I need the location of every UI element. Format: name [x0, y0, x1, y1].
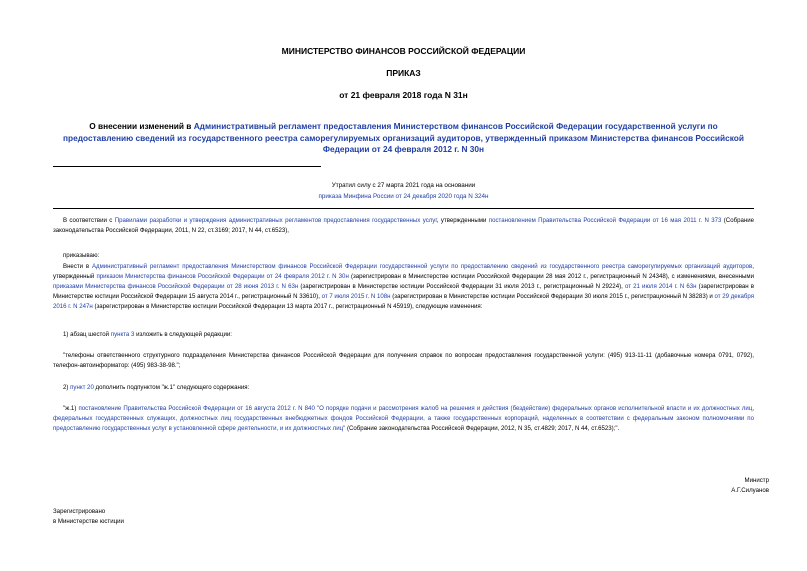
preamble-text: , утвержденными	[436, 217, 489, 224]
ministry-heading: МИНИСТЕРСТВО ФИНАНСОВ РОССИЙСКОЙ ФЕДЕРАЦИИ	[281, 46, 526, 56]
order-word: приказываю:	[63, 252, 100, 259]
rules-link[interactable]: Правилами разработки и утверждения административных регламентов предоставления государственных услуг	[114, 217, 437, 224]
change-2-paragraph	[53, 383, 754, 393]
change-1-paragraph	[53, 330, 754, 340]
amendment-text: (зарегистрирован в Министерстве юстиции Российской Федерации 30 июля 2015 г., регистрационный N 38283) и	[390, 293, 715, 300]
title-prefix: О внесении изменений в	[89, 121, 194, 131]
change-1-text: 1) абзац шестой	[63, 331, 111, 338]
revision-order-link[interactable]: приказа Минфина России от 24 декабря 2020 года N 324н	[318, 193, 489, 200]
subpoint-text: (Собрание законодательства Российской Федерации, 2012, N 35, ст.4829; 2017, N 44, ст.6523);".	[345, 425, 620, 432]
subpoint-text-paragraph	[53, 404, 754, 434]
amendment-text: (зарегистрирован в Министерстве юстиции Российской Федерации 31 июля 2013 г., регистрационный N 29224),	[298, 283, 625, 290]
order-63n-2013-link[interactable]: приказами Министерства финансов Российской Федерации от 28 июня 2013 г. N 63н	[53, 283, 299, 290]
order-247n-link[interactable]: от 29 декабря 2016 г. N 247н	[53, 293, 754, 310]
document-date-number: от 21 февраля 2018 года N 31н	[339, 90, 468, 100]
amendment-text: , утвержденный	[53, 263, 754, 280]
amendment-text: Внести в	[63, 263, 92, 270]
revision-note: Утратил силу с 27 марта 2021 года на основании	[331, 182, 476, 189]
regulation-link[interactable]: Административный регламент предоставления Министерством финансов Российской Федерации государственной услуги по предоставлению сведений из государственного реестра саморегулируемых организаций аудиторов	[91, 263, 753, 270]
preamble-text: В соответствии с	[63, 217, 115, 224]
order-30n-link[interactable]: приказом Министерства финансов Российской Федерации от 24 февраля 2012 г. N 30н	[96, 273, 349, 280]
phone-text-paragraph: "телефоны ответственного структурного подразделения Министерства финансов Российской Федерации для получения справок по вопросам предоставления государственной услуги: (495) 913-11-11 (добавочные номера 0791, 0792), телефон-автоинформатор: (495) 983-38-98.";	[53, 352, 754, 369]
document-title	[60, 121, 747, 156]
order-63n-2014-link[interactable]: от 21 июля 2014 г. N 63н	[624, 283, 697, 290]
amendment-text: (зарегистрирован в Министерстве юстиции Российской Федерации 15 августа 2014 г., регистрационный N 33610),	[53, 283, 755, 300]
signatory-position: Министр	[744, 477, 769, 484]
amendment-text: (зарегистрирован в Министерстве юстиции Российской Федерации 13 марта 2017 г., регистрационный N 45919), следующие изменения:	[92, 303, 483, 310]
revision-divider	[53, 208, 754, 209]
preamble-text: (Собрание законодательства Российской Федерации, 2011, N 22, ст.3169; 2017, N 44, ст.6523),	[53, 217, 755, 234]
preamble-paragraph	[53, 216, 754, 236]
resolution-373-link[interactable]: постановлением Правительства Российской Федерации от 16 мая 2011 г. N 373	[488, 217, 722, 224]
change-2-text: 2)	[63, 384, 71, 391]
signatory-name: А.Г.Силуанов	[731, 487, 769, 494]
title-divider	[53, 166, 321, 167]
point-20-link[interactable]: пункт 20	[70, 384, 94, 391]
change-1-text: изложить в следующей редакции:	[134, 331, 232, 338]
title-regulation-link[interactable]: Административный регламент предоставления Министерством финансов Российской Федерации государственной услуги по предоставлению сведений из государственного реестра саморегулируемых организаций аудиторов, утвержденный приказом Министерства финансов Российской Федерации от 24 февраля 2012 г. N 30н	[63, 121, 744, 154]
order-108n-link[interactable]: от 7 июля 2015 г. N 108н	[321, 293, 391, 300]
point-3-link[interactable]: пункта 3	[110, 331, 135, 338]
registration-authority: в Министерстве юстиции	[53, 518, 124, 525]
registration-note: Зарегистрировано	[53, 508, 106, 515]
subpoint-text: "ж.1)	[63, 405, 79, 412]
document-type: ПРИКАЗ	[386, 68, 421, 78]
amendment-paragraph	[53, 262, 754, 312]
change-2-text: дополнить подпунктом "ж.1" следующего содержания:	[93, 384, 250, 391]
amendment-text: (зарегистрирован в Министерстве юстиции Российской Федерации 28 мая 2012 г., регистрационный N 24348), с изменениями, внесенными	[348, 273, 754, 280]
resolution-840-link[interactable]: постановление Правительства Российской Федерации от 16 августа 2012 г. N 840 "О порядке подачи и рассмотрения жалоб на решения и действия (бездействие) федеральных органов исполнительной власти и их должностных лиц, федеральных государственных служащих, должностных лиц государственных внебюджетных фондов Российской Федерации, а также государственных корпораций, наделенных в соответствии с федеральным законом полномочиями по предоставлению государственных услуг в установленной сфере деятельности, и их должностных лиц"	[53, 405, 755, 432]
